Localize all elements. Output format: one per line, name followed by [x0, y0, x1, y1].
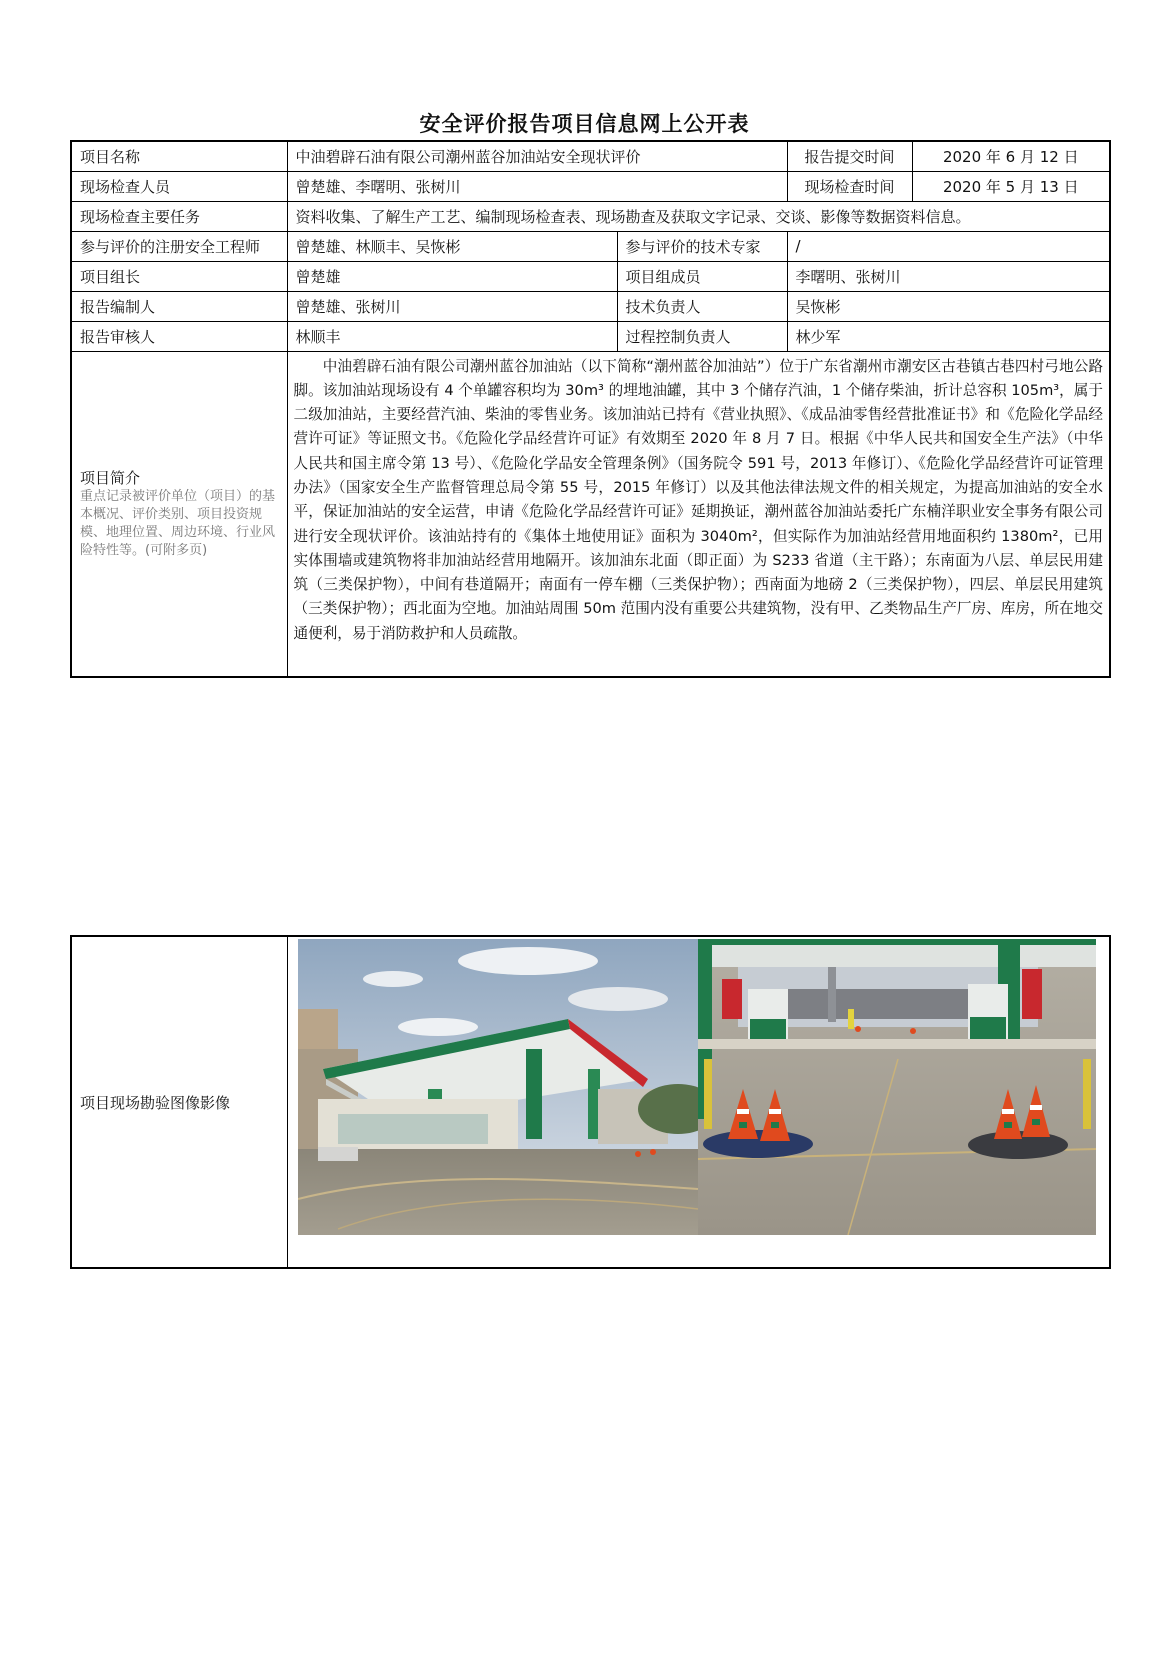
- compiler-label: 报告编制人: [71, 291, 287, 321]
- engineers-value: 曾楚雄、林顺丰、吴恢彬: [287, 231, 617, 261]
- intro-note: 重点记录被评价单位（项目）的基本概况、评价类别、项目投资规模、地理位置、周边环境、行业风险特性等。(可附多页): [80, 489, 276, 559]
- inspectors-value: 曾楚雄、李曙明、张树川: [287, 171, 787, 201]
- intro-text-cell: [287, 351, 1110, 677]
- row-intro: [71, 351, 1110, 677]
- process-lead-label: 过程控制负责人: [617, 321, 787, 351]
- station-exterior-photo: [298, 939, 698, 1235]
- page-title: 安全评价报告项目信息网上公开表: [419, 111, 750, 136]
- row-engineers: [71, 231, 1110, 261]
- intro-text: 中油碧辟石油有限公司潮州蓝谷加油站（以下简称“潮州蓝谷加油站”）位于广东省潮州市潮安区古巷镇古巷四村弓地公路脚。该加油站现场设有 4 个单罐容积均为 30m³ 的埋地油罐，其中 3 个储存汽油，1 个储存柴油，折计总容积 105m³，属于二级加油站，主要经营汽油、柴油的零售业务。该加油站已持有《营业执照》、《成品油零售经营批准证书》和《危险化学品经营许可证》等证照文书。《危险化学品经营许可证》有效期至 2020 年 8 月 7 日。根据《中华人民共和国安全生产法》（中华人民共和国主席令第 13 号）、《危险化学品安全管理条例》（国务院令 591 号，2013 年修订）、《危险化学品经营许可证管理办法》（国家安全生产监督管理总局令第 55 号，2015 年修订）以及其他法律法规文件的相关规定，为提高加油站的安全水平，保证加油站的安全运营，申请《危险化学品经营许可证》延期换证，潮州蓝谷加油站委托广东楠洋职业安全事务有限公司进行安全现状评价。该油站持有的《集体土地使用证》面积为 3040m²，但实际作为加油站经营用地面积约 1380m²，已用实体围墙或建筑物将非加油站经营用地隔开。该加油东北面（即正面）为 S233 省道（主干路）；东南面为八层、单层民用建筑（三类保护物），中间有巷道隔开；南面有一停车棚（三类保护物）；西南面为地磅 2（三类保护物），四层、单层民用建筑（三类保护物）；西北面为空地。加油站周围 50m 范围内没有重要公共建筑物，没有甲、乙类物品生产厂房、库房，所在地交通便利，易于消防救护和人员疏散。: [293, 357, 1104, 642]
- row-leader: [71, 261, 1110, 291]
- inspect-time-value: 2020 年 5 月 13 日: [912, 171, 1110, 201]
- photos-label: 项目现场勘验图像影像: [71, 936, 287, 1268]
- experts-label: 参与评价的技术专家: [617, 231, 787, 261]
- forecourt-photo: [698, 939, 1096, 1235]
- reviewer-label: 报告审核人: [71, 321, 287, 351]
- project-name-label: 项目名称: [71, 141, 287, 171]
- info-table: [70, 140, 1111, 678]
- compiler-value: 曾楚雄、张树川: [287, 291, 617, 321]
- submit-time-label: 报告提交时间: [787, 141, 912, 171]
- submit-time-value: 2020 年 6 月 12 日: [912, 141, 1110, 171]
- tasks-value: 资料收集、了解生产工艺、编制现场检查表、现场勘查及获取文字记录、交谈、影像等数据资料信息。: [287, 201, 1110, 231]
- row-reviewer: [71, 321, 1110, 351]
- tech-lead-label: 技术负责人: [617, 291, 787, 321]
- photos-table: [70, 935, 1111, 1269]
- tech-lead-value: 吴恢彬: [787, 291, 1110, 321]
- row-project-name: [71, 141, 1110, 171]
- project-name-value: 中油碧辟石油有限公司潮州蓝谷加油站安全现状评价: [287, 141, 787, 171]
- reviewer-value: 林顺丰: [287, 321, 617, 351]
- process-lead-value: 林少军: [787, 321, 1110, 351]
- experts-value: /: [787, 231, 1110, 261]
- inspectors-label: 现场检查人员: [71, 171, 287, 201]
- inspect-time-label: 现场检查时间: [787, 171, 912, 201]
- engineers-label: 参与评价的注册安全工程师: [71, 231, 287, 261]
- intro-label: 项目简介: [80, 469, 141, 488]
- row-compiler: [71, 291, 1110, 321]
- photos-cell: [287, 936, 1110, 1268]
- leader-label: 项目组长: [71, 261, 287, 291]
- row-tasks: [71, 201, 1110, 231]
- members-value: 李曙明、张树川: [787, 261, 1110, 291]
- leader-value: 曾楚雄: [287, 261, 617, 291]
- members-label: 项目组成员: [617, 261, 787, 291]
- tasks-label: 现场检查主要任务: [71, 201, 287, 231]
- row-photos: [71, 936, 1110, 1268]
- intro-label-cell: [71, 351, 287, 677]
- row-inspectors: [71, 171, 1110, 201]
